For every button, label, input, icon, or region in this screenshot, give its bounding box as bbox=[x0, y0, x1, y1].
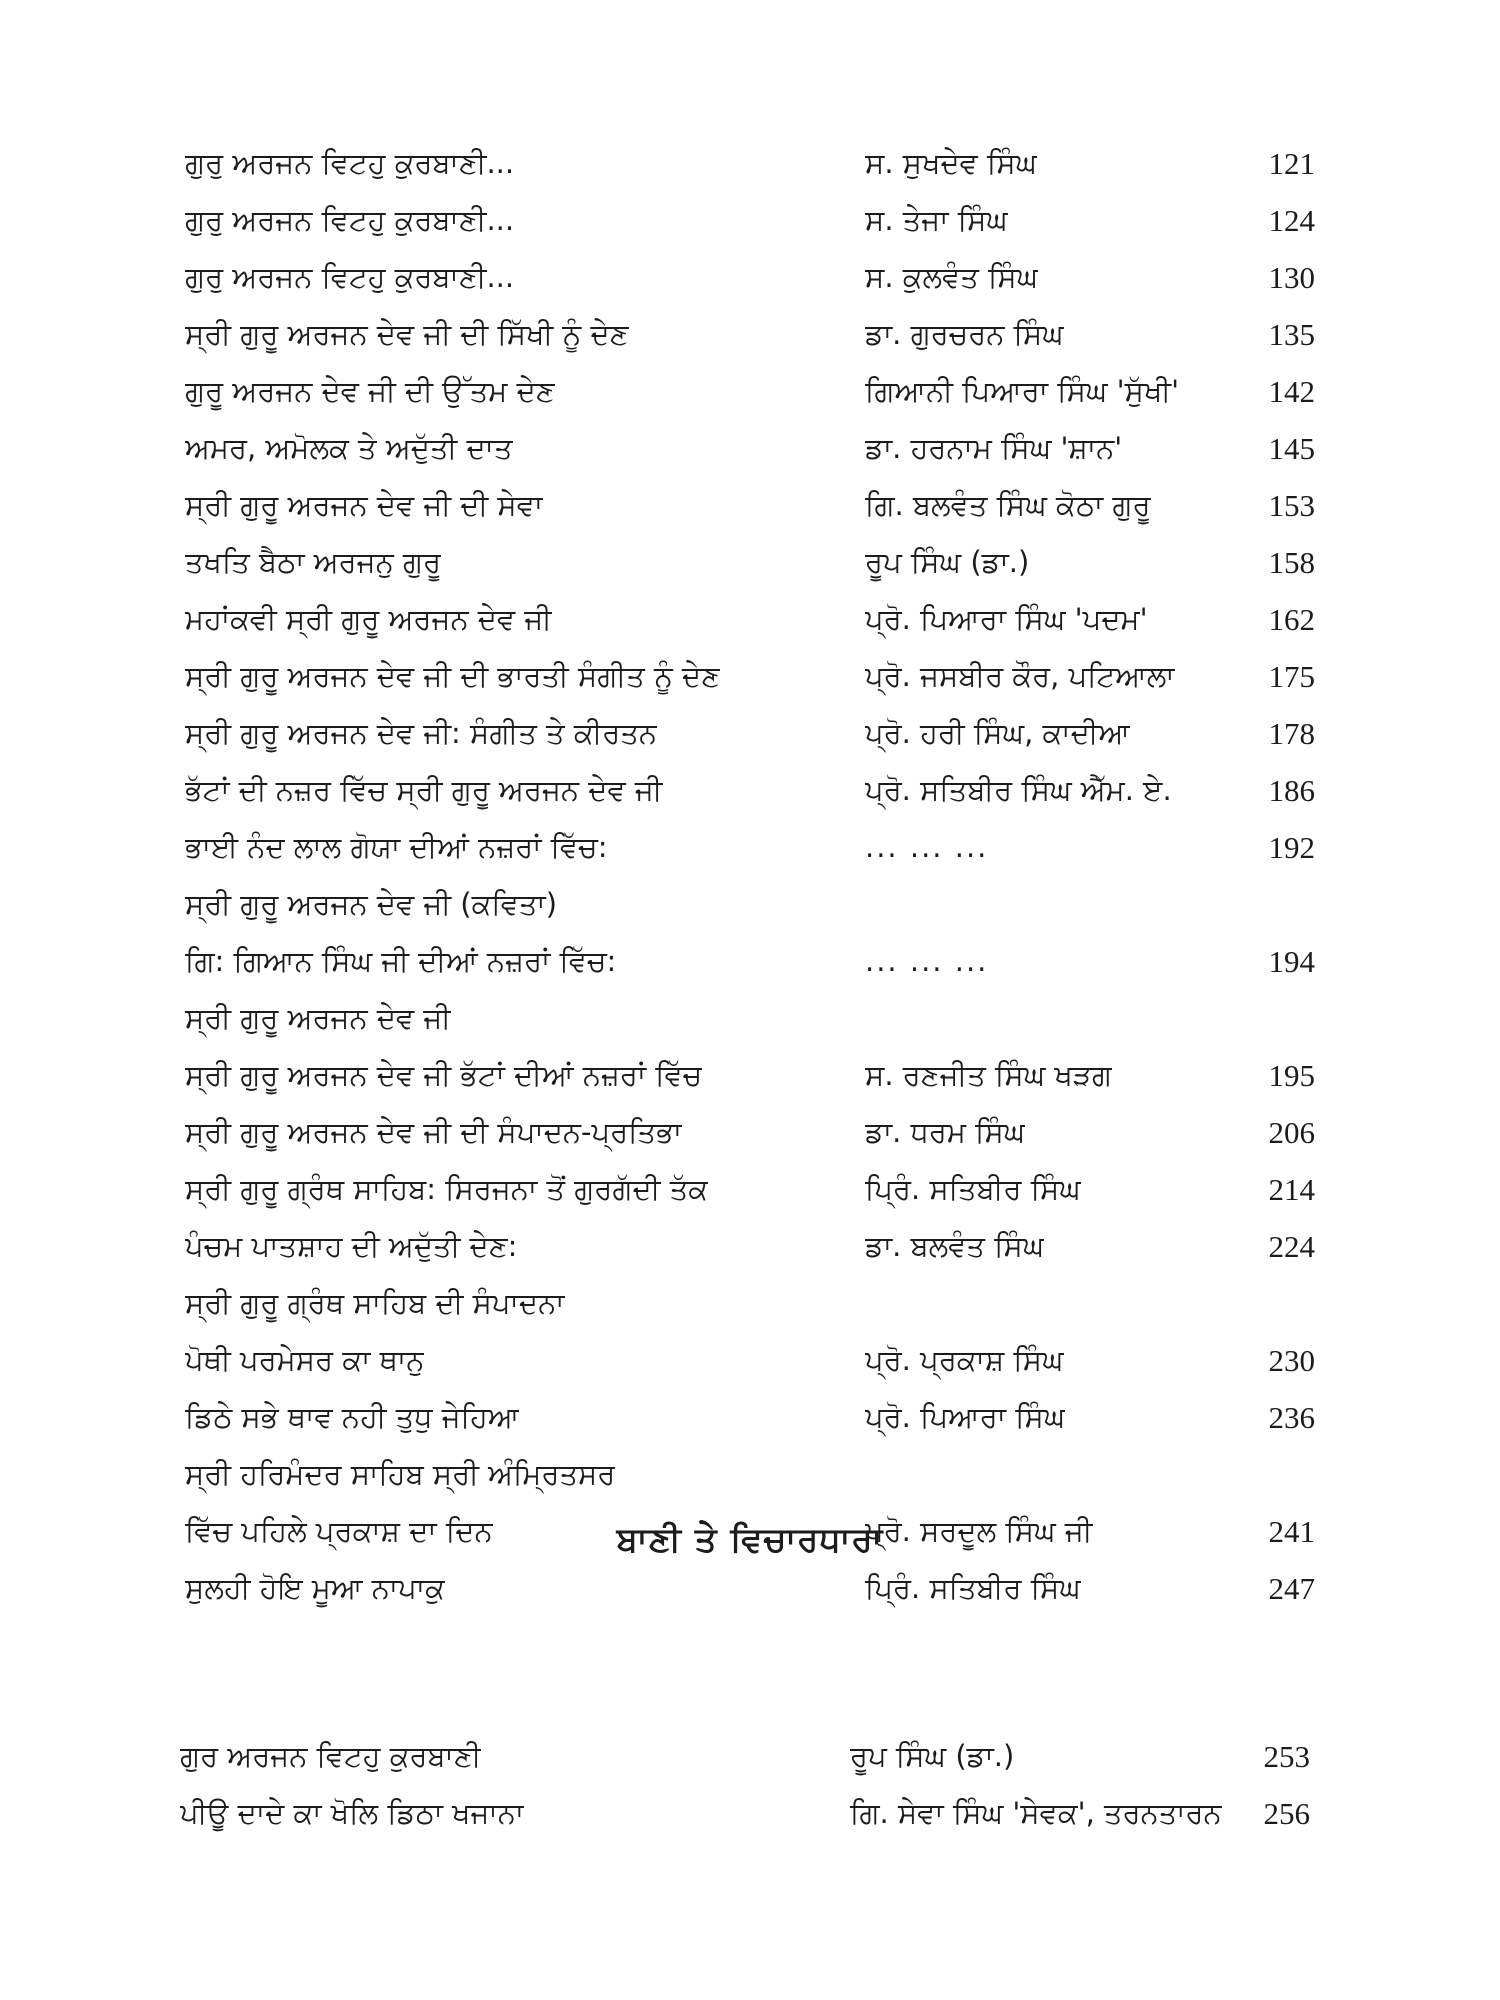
entry-title: ਸ੍ਰੀ ਗੁਰੂ ਅਰਜਨ ਦੇਵ ਜੀ: ਸੰਗੀਤ ਤੇ ਕੀਰਤਨ bbox=[185, 716, 658, 750]
entry-author: ਰੂਪ ਸਿੰਘ (ਡਾ.) bbox=[865, 545, 1030, 579]
entry-page: 241 bbox=[1268, 1514, 1315, 1549]
entry-author: ਗਿਆਨੀ ਪਿਆਰਾ ਸਿੰਘ 'ਸੁੱਖੀ' bbox=[865, 374, 1180, 408]
entry-title: ਗੁਰੁ ਅਰਜਨ ਵਿਟਹੁ ਕੁਰਬਾਣੀ... bbox=[185, 146, 515, 180]
toc-entry bbox=[185, 705, 1315, 762]
toc-entry bbox=[185, 762, 1315, 819]
entry-page: 145 bbox=[1268, 431, 1315, 466]
entry-title: ਸ੍ਰੀ ਗੁਰੂ ਅਰਜਨ ਦੇਵ ਜੀ ਭੱਟਾਂ ਦੀਆਂ ਨਜ਼ਰਾਂ ਵਿੱਚ bbox=[185, 1058, 703, 1092]
entry-title: ਸ੍ਰੀ ਗੁਰੂ ਗ੍ਰੰਥ ਸਾਹਿਬ ਦੀ ਸੰਪਾਦਨਾ bbox=[185, 1286, 565, 1320]
toc-entry bbox=[185, 135, 1315, 192]
entry-title: ਗੁਰੁ ਅਰਜਨ ਵਿਟਹੁ ਕੁਰਬਾਣੀ... bbox=[185, 260, 515, 294]
entry-title: ਅਮਰ, ਅਮੋਲਕ ਤੇ ਅਦੁੱਤੀ ਦਾਤ bbox=[185, 431, 513, 465]
entry-author: ਸ. ਰਣਜੀਤ ਸਿੰਘ ਖੜਗ bbox=[865, 1058, 1113, 1092]
toc-entry bbox=[185, 819, 1315, 876]
section-heading: ਬਾਣੀ ਤੇ ਵਿਚਾਰਧਾਰਾ bbox=[616, 1520, 884, 1560]
toc-entry bbox=[185, 363, 1315, 420]
entry-author-ellipsis: ... ... ... bbox=[865, 830, 989, 864]
entry-title: ਗੁਰੁ ਅਰਜਨ ਵਿਟਹੁ ਕੁਰਬਾਣੀ... bbox=[185, 203, 515, 237]
entry-title: ਭੱਟਾਂ ਦੀ ਨਜ਼ਰ ਵਿੱਚ ਸ੍ਰੀ ਗੁਰੂ ਅਰਜਨ ਦੇਵ ਜੀ bbox=[185, 773, 663, 807]
entry-author: ਪ੍ਰੋ. ਹਰੀ ਸਿੰਘ, ਕਾਦੀਆ bbox=[865, 716, 1131, 750]
entry-title: ਸ੍ਰੀ ਗੁਰੂ ਅਰਜਨ ਦੇਵ ਜੀ ਦੀ ਭਾਰਤੀ ਸੰਗੀਤ ਨੂੰ ਦੇਣ bbox=[185, 659, 721, 693]
entry-author: ਡਾ. ਬਲਵੰਤ ਸਿੰਘ bbox=[865, 1229, 1045, 1263]
toc-entry bbox=[185, 876, 1315, 933]
entry-page: 135 bbox=[1268, 317, 1315, 352]
entry-author: ਡਾ. ਹਰਨਾਮ ਸਿੰਘ 'ਸ਼ਾਨ' bbox=[865, 431, 1123, 465]
entry-author: ਪ੍ਰੋ. ਜਸਬੀਰ ਕੌਰ, ਪਟਿਆਲਾ bbox=[865, 659, 1175, 693]
entry-page: 186 bbox=[1268, 773, 1315, 808]
entry-author: ਪ੍ਰੋ. ਪਿਆਰਾ ਸਿੰਘ 'ਪਦਮ' bbox=[865, 602, 1148, 636]
entry-title: ਗਿ: ਗਿਆਨ ਸਿੰਘ ਜੀ ਦੀਆਂ ਨਜ਼ਰਾਂ ਵਿੱਚ: bbox=[185, 944, 617, 978]
toc-entry bbox=[185, 534, 1315, 591]
entry-page: 224 bbox=[1268, 1229, 1315, 1264]
entry-page: 194 bbox=[1268, 944, 1315, 979]
entry-title: ਪੰਚਮ ਪਾਤਸ਼ਾਹ ਦੀ ਅਦੁੱਤੀ ਦੇਣ: bbox=[185, 1229, 518, 1263]
entry-author: ਡਾ. ਧਰਮ ਸਿੰਘ bbox=[865, 1115, 1026, 1149]
entry-page: 178 bbox=[1268, 716, 1315, 751]
entry-author: ਪ੍ਰੋ. ਪਿਆਰਾ ਸਿੰਘ bbox=[865, 1400, 1066, 1434]
entry-title: ਸ੍ਰੀ ਗੁਰੂ ਅਰਜਨ ਦੇਵ ਜੀ ਦੀ ਸਿੱਖੀ ਨੂੰ ਦੇਣ bbox=[185, 317, 629, 351]
entry-title: ਗੁਰ ਅਰਜਨ ਵਿਟਹੁ ਕੁਰਬਾਣੀ bbox=[180, 1739, 482, 1773]
toc-entry bbox=[185, 933, 1315, 990]
entry-page: 195 bbox=[1268, 1058, 1315, 1093]
toc-entry bbox=[185, 1332, 1315, 1389]
entry-page: 230 bbox=[1268, 1343, 1315, 1378]
toc-entry bbox=[185, 990, 1315, 1047]
entry-title: ਭਾਈ ਨੰਦ ਲਾਲ ਗੋਯਾ ਦੀਆਂ ਨਜ਼ਰਾਂ ਵਿੱਚ: bbox=[185, 830, 608, 864]
entry-page: 256 bbox=[1263, 1796, 1310, 1831]
entry-title: ਪੀਊ ਦਾਦੇ ਕਾ ਖੋਲਿ ਡਿਠਾ ਖਜਾਨਾ bbox=[180, 1796, 525, 1830]
entry-title: ਸ੍ਰੀ ਗੁਰੂ ਅਰਜਨ ਦੇਵ ਜੀ (ਕਵਿਤਾ) bbox=[185, 887, 558, 921]
entry-author: ਸ. ਕੁਲਵੰਤ ਸਿੰਘ bbox=[865, 260, 1039, 294]
entry-page: 142 bbox=[1268, 374, 1315, 409]
entry-title: ਸੁਲਹੀ ਹੋਇ ਮੂਆ ਨਾਪਾਕੁ bbox=[185, 1571, 445, 1605]
entry-page: 253 bbox=[1263, 1739, 1310, 1774]
entry-title: ਤਖਤਿ ਬੈਠਾ ਅਰਜਨੁ ਗੁਰੂ bbox=[185, 545, 442, 579]
toc-entry bbox=[185, 1047, 1315, 1104]
entry-author-ellipsis: ... ... ... bbox=[865, 944, 989, 978]
entry-author: ਰੂਪ ਸਿੰਘ (ਡਾ.) bbox=[850, 1739, 1015, 1773]
toc-entry bbox=[185, 1218, 1315, 1275]
entry-page: 153 bbox=[1268, 488, 1315, 523]
toc-entry bbox=[185, 1161, 1315, 1218]
entry-author: ਡਾ. ਗੁਰਚਰਨ ਸਿੰਘ bbox=[865, 317, 1064, 351]
entry-author: ਪ੍ਰਿੰ. ਸਤਿਬੀਰ ਸਿੰਘ bbox=[865, 1172, 1081, 1206]
entry-author: ਸ. ਤੇਜਾ ਸਿੰਘ bbox=[865, 203, 1008, 237]
entry-page: 236 bbox=[1268, 1400, 1315, 1435]
toc-entry bbox=[185, 591, 1315, 648]
entry-title: ਡਿਠੇ ਸਭੇ ਥਾਵ ਨਹੀ ਤੁਧੁ ਜੇਹਿਆ bbox=[185, 1400, 520, 1434]
entry-page: 121 bbox=[1268, 146, 1315, 181]
entry-author: ਸ. ਸੁਖਦੇਵ ਸਿੰਘ bbox=[865, 146, 1038, 180]
entry-author: ਪ੍ਰੋ. ਸਤਿਬੀਰ ਸਿੰਘ ਐੱਮ. ਏ. bbox=[865, 773, 1172, 807]
entry-title: ਗੁਰੂ ਅਰਜਨ ਦੇਵ ਜੀ ਦੀ ਉੱਤਮ ਦੇਣ bbox=[185, 374, 555, 408]
entry-page: 158 bbox=[1268, 545, 1315, 580]
entry-page: 162 bbox=[1268, 602, 1315, 637]
toc-list bbox=[185, 135, 1315, 1617]
entry-title: ਸ੍ਰੀ ਗੁਰੂ ਗ੍ਰੰਥ ਸਾਹਿਬ: ਸਿਰਜਨਾ ਤੋਂ ਗੁਰਗੱਦੀ ਤੱਕ bbox=[185, 1172, 709, 1206]
toc-entry bbox=[185, 249, 1315, 306]
toc-entry bbox=[185, 306, 1315, 363]
toc-entry bbox=[185, 1275, 1315, 1332]
toc-entry bbox=[185, 1560, 1315, 1617]
entry-title: ਸ੍ਰੀ ਗੁਰੂ ਅਰਜਨ ਦੇਵ ਜੀ ਦੀ ਸੇਵਾ bbox=[185, 488, 544, 522]
toc-entry bbox=[185, 420, 1315, 477]
entry-page: 124 bbox=[1268, 203, 1315, 238]
toc-entry bbox=[185, 1446, 1315, 1503]
toc-entry bbox=[180, 1728, 1310, 1785]
entry-author: ਪ੍ਰੋ. ਪ੍ਰਕਾਸ਼ ਸਿੰਘ bbox=[865, 1343, 1064, 1377]
entry-page: 214 bbox=[1268, 1172, 1315, 1207]
section-toc-list bbox=[180, 1728, 1310, 1842]
entry-page: 130 bbox=[1268, 260, 1315, 295]
toc-entry bbox=[185, 477, 1315, 534]
entry-author: ਪ੍ਰਿੰ. ਸਤਿਬੀਰ ਸਿੰਘ bbox=[865, 1571, 1081, 1605]
entry-title: ਸ੍ਰੀ ਗੁਰੂ ਅਰਜਨ ਦੇਵ ਜੀ ਦੀ ਸੰਪਾਦਨ-ਪ੍ਰਤਿਭਾ bbox=[185, 1115, 683, 1149]
entry-author: ਗਿ. ਬਲਵੰਤ ਸਿੰਘ ਕੋਠਾ ਗੁਰੂ bbox=[865, 488, 1151, 522]
entry-page: 175 bbox=[1268, 659, 1315, 694]
entry-title: ਪੋਥੀ ਪਰਮੇਸਰ ਕਾ ਥਾਨੁ bbox=[185, 1343, 425, 1377]
entry-page: 192 bbox=[1268, 830, 1315, 865]
entry-page: 247 bbox=[1268, 1571, 1315, 1606]
entry-title: ਵਿੱਚ ਪਹਿਲੇ ਪ੍ਰਕਾਸ਼ ਦਾ ਦਿਨ bbox=[185, 1514, 493, 1548]
entry-title: ਸ੍ਰੀ ਹਰਿਮੰਦਰ ਸਾਹਿਬ ਸ੍ਰੀ ਅੰਮ੍ਰਿਤਸਰ bbox=[185, 1457, 616, 1491]
toc-entry bbox=[180, 1785, 1310, 1842]
toc-entry bbox=[185, 1389, 1315, 1446]
entry-author: ਪ੍ਰੋ. ਸਰਦੂਲ ਸਿੰਘ ਜੀ bbox=[865, 1514, 1093, 1548]
toc-entry bbox=[185, 1104, 1315, 1161]
toc-entry bbox=[185, 648, 1315, 705]
entry-page: 206 bbox=[1268, 1115, 1315, 1150]
entry-author: ਗਿ. ਸੇਵਾ ਸਿੰਘ 'ਸੇਵਕ', ਤਰਨਤਾਰਨ bbox=[850, 1796, 1222, 1830]
entry-title: ਮਹਾਂਕਵੀ ਸ੍ਰੀ ਗੁਰੂ ਅਰਜਨ ਦੇਵ ਜੀ bbox=[185, 602, 553, 636]
toc-entry bbox=[185, 192, 1315, 249]
entry-title: ਸ੍ਰੀ ਗੁਰੂ ਅਰਜਨ ਦੇਵ ਜੀ bbox=[185, 1001, 452, 1035]
